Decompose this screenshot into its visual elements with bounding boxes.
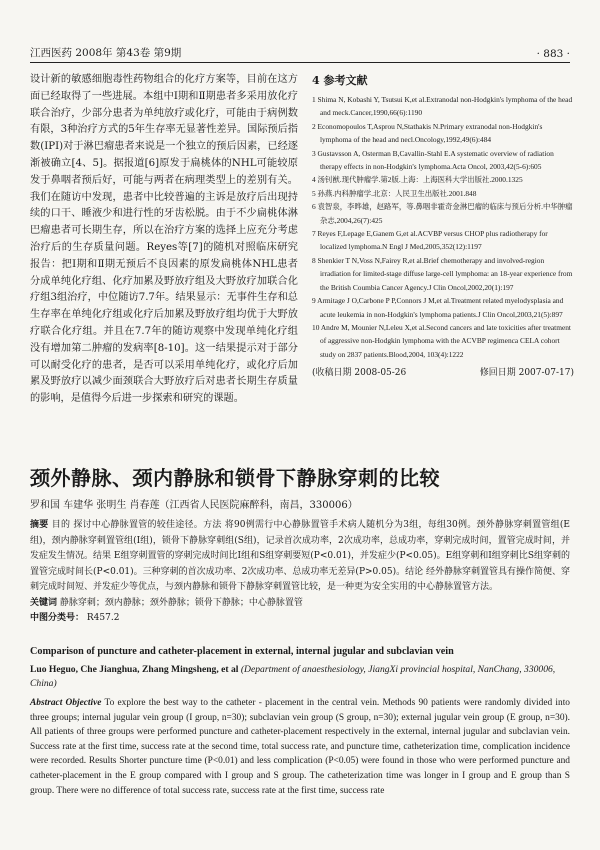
classification-number: R457.2: [86, 612, 120, 623]
reference-item: 10 Andre M, Mounier N,Leleu X,et al.Second cancers and late toxicities after treatment of aggressive non-Hodgkin lymphoma with the ACVBP regimenca CELA cohort study on 2837 patients.Blood,2004, 103(4):1222: [312, 322, 571, 359]
keywords-label: 关键词: [30, 597, 58, 608]
journal-info: 江西医药 2008年 第43卷 第9期: [30, 47, 182, 59]
article-title: 颈外静脉、颈内静脉和锁骨下静脉穿刺的比较: [30, 466, 440, 490]
received-date: (收稿日期 2008-05-26: [312, 368, 407, 379]
reference-item: 7 Reyes F,Lepage E,Ganem G,et al.ACVBP versus CHOP plus radiotherapy for localized lymphoma.N Engl J Med,2005,352(12):1197: [312, 229, 548, 252]
reference-item: 8 Shenkier T N,Voss N,Fairey R,et al.Brief chemotherapy and involved-region irradiation for limited-stage diffuse large-cell lymphoma: an 18-year experience from the British Coumbia Cancer Agency.J Clin Oncol,2002,20(1):197: [312, 255, 573, 292]
reference-item: 3 Gustavsson A, Osterman B,Cavallin-Stahl E.A systematic overview of radiation therapy effects in non-Hodgkin's lymphoma.Acta Oncol, 2003,42(5-6):605: [312, 148, 554, 172]
english-abstract-text: To explore the best way to the catheter - placement in the central vein. Methods 90 patients were randomly divided into three groups; internal jugular vein group (I group, n=30); subclavian vein group (S group, n=30); external jugular vein group (E group, n=30). All patients of three groups were performed puncture and catheter-placement respectively in the external, internal jugular and subclavian vein. Success rate at the first time, success rate at the second time, total success rate, and puncture time, catheterization time, complication incidence were recorded. Results Shorter puncture time (P<0.01) and less complication (P<0.05) were found in those who were performed puncture and catheter-placement in the E group compared with I group and S group. The catheterization time was longer in I group and E group than S group. There were no difference of total success rate, success rate at the first time, success rate: [30, 698, 570, 796]
body-paragraph: 设计新的敏感细胞毒性药物组合的化疗方案等，目前在这方面已经取得了一些进展。本组中Ⅰ期和Ⅱ期患者多采用放化疗联合治疗，少部分患者为单纯放疗或化疗，可能由于病例数有限，3种治疗方式的5年生存率无显著性差异。国际预后指数(IPI)对于淋巴瘤患者来说是一个独立的预后因素，已经逐渐被确立[4、5]。据报道[6]原发于扁桃体的NHL可能较原发于鼻咽者预后好，可能与两者在病理类型上的差别有关。我们在随访中发现，患者中比较普遍的主诉是放疗后出现持续的口干、睡液少和进行性的牙齿松脱。由于不少扁桃体淋巴瘤患者可长期生存，所以在治疗方案的选择上应充分考虑治疗后的生存质量问题。Reyes等[7]的随机对照临床研究报告：把Ⅰ期和Ⅱ期无预后不良因素的原发扁桃体NHL患者分成单纯化疗组、化疗加累及野放疗组及大野放疗加联合化疗组3组治疗，中位随访7.7年。结果显示：无事件生存和总生存率在单纯化疗组或化疗后加累及野放疗组均优于大野放疗联合化疗组。并且在7.7年的随访观察中发现单纯化疗组没有增加第二肿瘤的发病率[8-10]。这一结果提示对于部分可以耐受化疗的患者，是否可以采用单纯化疗，或化疗后加累及野放疗以减少面颈联合大野放疗后对患者长期生存质量的影响，是值得今后进一步探索和研究的课题。: [30, 74, 298, 405]
abstract-label: 摘要: [30, 520, 49, 530]
references-heading: 4 参考文献: [312, 74, 368, 87]
abstract-text: 目的 探讨中心静脉置管的较佳途径。方法 将90例需行中心静脉置管手术病人随机分为3组，每组30例。颈外静脉穿刺置管组(E组)，颈内静脉穿刺置管组(I组)，锁骨下静脉穿刺组(S组)，记录首次成功率，2次成功率，总成功率，穿刺完成时间，置管完成时间，并发症发生情况。结果 E组穿刺置管的穿刺完成时间比I组和S组穿刺要短(P<0.01)，并发症少(P<0.05)。E组穿刺和I组穿刺比S组穿刺的置管完成时间长(P<0.01)。三种穿刺的首次成功率、2次成功率、总成功率无差异(P>0.05)。结论 经外静脉穿刺置管具有操作简便、穿刺完成时间短、并发症少等优点，与颈内静脉和锁骨下静脉穿刺置管比较，是一种更为安全实用的中心静脉置管方法。: [30, 520, 570, 593]
english-abstract-label: Abstract Objective: [30, 698, 102, 708]
revised-date: 修回日期 2007-07-17): [479, 368, 574, 379]
english-affiliation: (Department of anaesthesiology, JiangXi provincial hospital, NanChang, 330006, China): [30, 664, 556, 689]
reference-item: 6 袁智泉，李晔雄，赵路军，等.鼻咽非霍奇金淋巴瘤的临床与预后分析.中华肿瘤杂志,2004,26(7):425: [312, 202, 573, 225]
chinese-abstract: [30, 518, 570, 626]
keywords-text: 静脉穿刺；颈内静脉；颈外静脉；锁骨下静脉；中心静脉置管: [59, 597, 303, 608]
article-authors: 罗和国 车建华 张明生 肖春莲（江西省人民医院麻醉科，南昌，330006）: [30, 500, 358, 511]
reference-item: 4 汤钊猷.现代肿瘤学.第2版.上海：上海医科大学出版社.2000.1325: [312, 175, 523, 185]
references-section: [312, 72, 574, 378]
english-authors-block: [30, 663, 570, 691]
reference-item: 5 孙燕.内科肿瘤学.北京：人民卫生出版社.2001.848: [312, 188, 477, 198]
page-number: · 883 ·: [536, 48, 570, 60]
reference-list: [312, 93, 574, 361]
english-title: Comparison of puncture and catheter-placement in external, internal jugular and subclavian vein: [30, 646, 454, 657]
english-abstract: [30, 696, 570, 798]
reference-item: 1 Shima N, Kobashi Y, Tsutsui K,et al.Extranodal non-Hodgkin's lymphoma of the head and meck.Cancer,1990,66(6):1190: [312, 95, 573, 118]
english-authors: Luo Heguo, Che Jianghua, Zhang Mingsheng, et al: [30, 664, 239, 675]
header-rule: [30, 62, 570, 63]
manuscript-dates: [312, 365, 574, 378]
reference-item: 9 Armitage J O,Carbone P P,Connors J M,et al.Treatment related myelodysplasia and acute leukemia in non-Hodgkin's lymphoma patients.J Clin Oncol,2003,21(5):897: [312, 296, 564, 319]
running-header: [30, 44, 570, 60]
left-column: [30, 72, 298, 408]
classification-label: 中图分类号：: [30, 612, 85, 623]
reference-item: 2 Economopoulos T,Asprou N,Stathakis N.Primary extranodal non-Hodgkin's lymphoma of the head and necl.Oncology,1992,49(6):484: [312, 121, 543, 145]
